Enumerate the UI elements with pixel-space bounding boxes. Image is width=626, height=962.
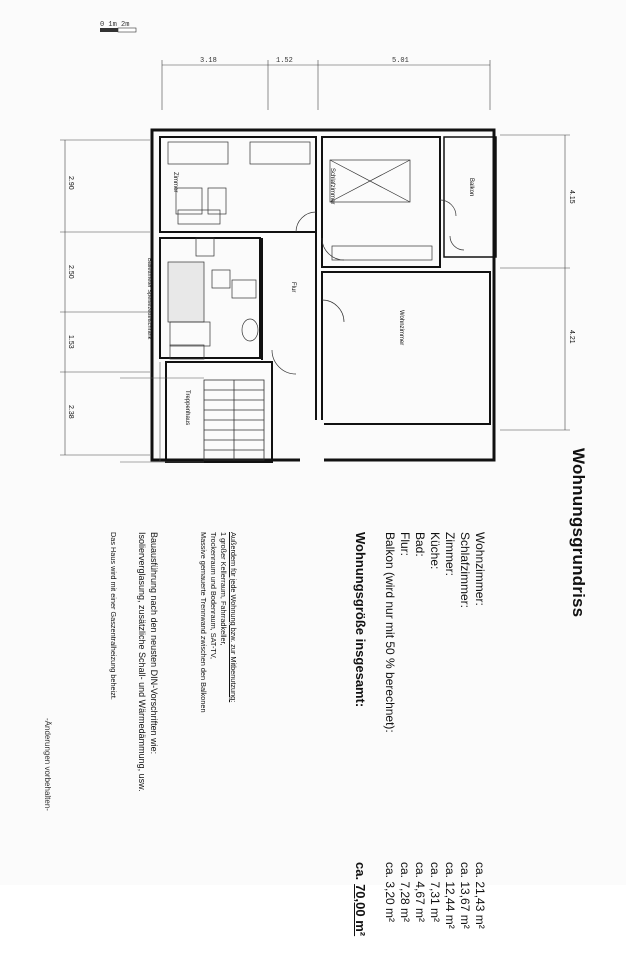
- interior-walls: [160, 137, 490, 462]
- dim-left-4: 2.38: [67, 405, 74, 419]
- label-wohnzimmer: Wohnzimmer: [398, 310, 404, 346]
- doors: [272, 200, 464, 374]
- heating-note: Das Haus wird mit einer Gaszentralheizung beheizt.: [109, 532, 118, 700]
- room-row: Schlafzimmer: ca. 13,67 m²: [458, 532, 472, 929]
- room-row: Flur: ca. 7,28 m²: [398, 532, 412, 923]
- dim-left-3: 1.53: [67, 335, 74, 349]
- document-title: Wohnungsgrundriss: [569, 448, 588, 618]
- dim-left-2: 2.50: [67, 265, 74, 279]
- scale-bar: [100, 21, 136, 32]
- room-row: Balkon (wird nur mit 50 % berechnet): ca. 3,20 m²: [383, 532, 397, 923]
- total-row: [353, 532, 368, 936]
- label-flur: Flur: [290, 282, 296, 293]
- extras-line: 1 großer Kellerraum, Fahrradkeller,: [219, 532, 228, 646]
- label-speisezettel: Ballettmeter Speisezettelschrank: [146, 258, 152, 340]
- extras-line: Massive gemauerte Trennwand zwischen den Balkonen: [199, 532, 208, 713]
- label-balkon: Balkon: [468, 178, 474, 197]
- total-label: Wohnungsgröße insgesamt:: [353, 532, 368, 708]
- extras-heading: Außerdem für jede Wohnung bzw. zur Mitbenutzung:: [229, 532, 238, 703]
- dim-top-1: 3.18: [200, 57, 217, 65]
- stairs: [204, 380, 264, 460]
- construction-block: [136, 532, 160, 792]
- dim-left-1: 2.90: [67, 176, 74, 190]
- room-row: Zimmer: ca. 12,44 m²: [443, 532, 457, 929]
- furniture: [168, 142, 432, 359]
- changes-note: -Änderungen vorbehalten-: [43, 718, 52, 811]
- dim-top-3: 5.01: [392, 57, 409, 65]
- scale-text: 0 1m 2m: [100, 21, 130, 29]
- label-schlafzimmer: Schlafzimmer: [329, 168, 335, 205]
- label-treppenhaus: Treppenhaus: [184, 390, 190, 426]
- extras-block: [198, 532, 238, 713]
- total-prefix: ca.: [353, 862, 368, 881]
- extras-line: Trockenraum und Bodenraum, SAT-TV,: [209, 532, 218, 660]
- total-value: 70,00 m²: [353, 884, 368, 937]
- room-row: Bad: ca. 4,67 m²: [413, 532, 427, 923]
- room-list: [382, 532, 487, 962]
- room-row: Wohnzimmer: ca. 21,43 m²: [473, 532, 487, 929]
- dim-right-1: 4.15: [568, 190, 575, 204]
- room-row: Küche: ca. 7,31 m²: [428, 532, 442, 923]
- construction-line: Isolierverglasung, zusätzliche Schall- und Wärmedämmung, usw.: [137, 532, 147, 792]
- label-zimmer: Zimmer: [172, 172, 178, 193]
- dim-right-2: 4.21: [568, 330, 575, 344]
- construction-line: Bauausführung nach den neusten DIN-Vorschriften wie:: [149, 532, 159, 755]
- balkon-area: [444, 137, 496, 257]
- dim-top-2: 1.52: [276, 57, 293, 65]
